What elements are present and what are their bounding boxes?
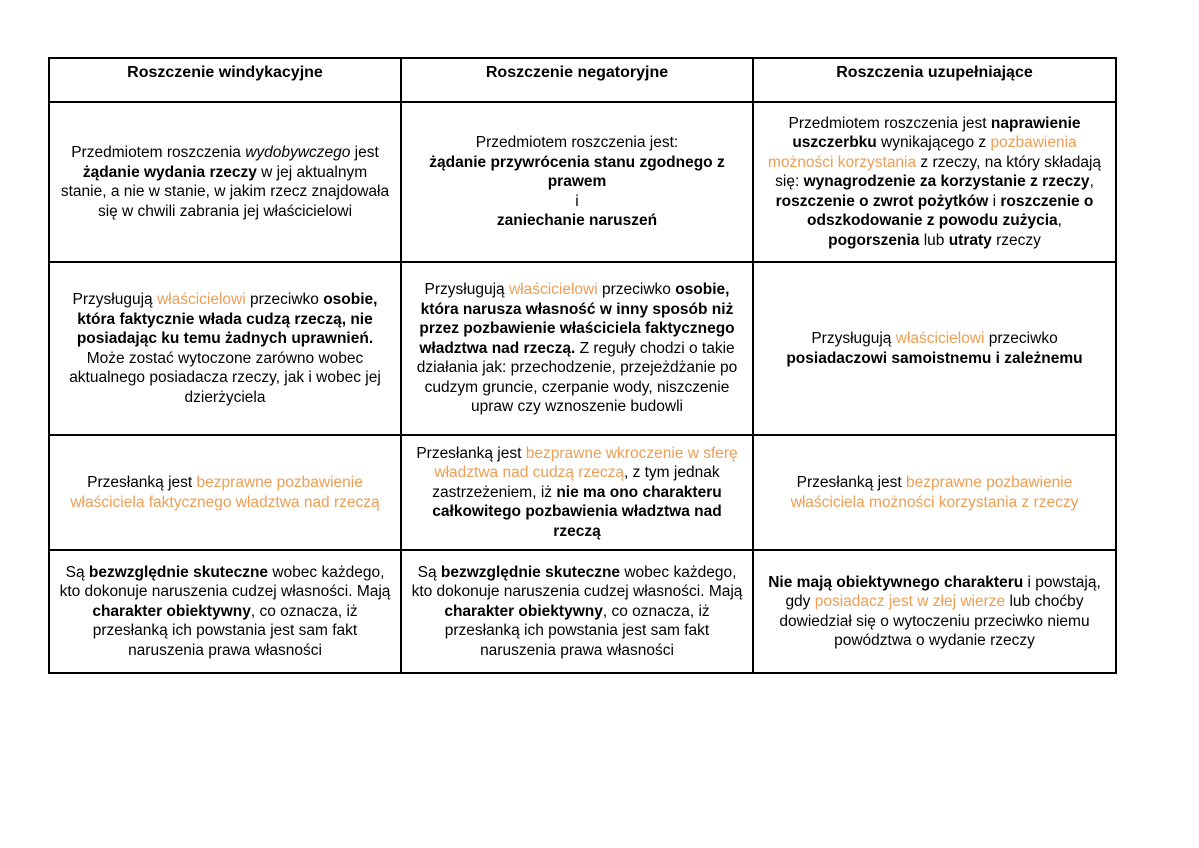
text-run: Są: [417, 563, 441, 581]
column-header-2: Roszczenie negatoryjne: [401, 58, 753, 102]
text-run: wynagrodzenie za korzystanie z rzeczy: [803, 173, 1090, 191]
text-run: zaniechanie naruszeń: [496, 212, 658, 230]
text-run: przeciwko: [984, 330, 1058, 347]
table-cell-r2-c1: [49, 262, 401, 435]
text-run: właścicielowi: [156, 291, 246, 308]
text-run: osobie, która faktycznie włada cudzą rzeczą, nie posiadając ku temu żadnych uprawnień.: [76, 291, 378, 347]
claims-table: [48, 57, 1117, 674]
text-run: Nie mają obiektywnego charakteru: [768, 573, 1024, 591]
text-run: naprawienie uszczerbku: [792, 114, 1081, 152]
column-header-1: Roszczenie windykacyjne: [49, 58, 401, 102]
text-run: Przedmiotem roszczenia jest: [788, 114, 991, 132]
text-run: Przesłanką jest: [796, 474, 907, 491]
text-run: bezwzględnie skuteczne: [88, 563, 269, 581]
text-run: wobec każdego, kto dokonuje naruszenia cudzej własności. Mają: [411, 563, 743, 601]
text-run: Przysługują: [424, 281, 509, 299]
text-run: bezprawne pozbawienie właściciela faktycznego władztwa nad rzeczą: [70, 474, 380, 511]
text-run: , co oznacza, iż przesłanką ich powstania jest sam fakt naruszenia prawa własności: [92, 602, 358, 659]
text-run: lub: [919, 231, 949, 249]
table-cell-r1-c2: [401, 102, 753, 262]
text-run: w jej aktualnym stanie, a nie w stanie, w jakim rzecz znajdowała się w chwili zabrania jej właścicielowi: [60, 163, 390, 220]
text-run: charakter obiektywny: [444, 602, 603, 620]
table-cell-r1-c3: [753, 102, 1116, 262]
text-run: i: [575, 192, 579, 210]
text-run: Może zostać wytoczone zarówno wobec aktualnego posiadacza rzeczy, jak i wobec jej dzierżyciela: [69, 349, 381, 406]
text-run: żądanie przywrócenia stanu zgodnego z prawem: [429, 153, 725, 191]
text-run: Przysługują: [72, 291, 157, 308]
table-cell-r4-c2: [401, 550, 753, 673]
table-row: [49, 550, 1116, 673]
table-cell-r4-c3: [753, 550, 1116, 673]
text-run: rzeczy: [991, 231, 1041, 249]
text-run: Przesłanką jest: [416, 444, 526, 462]
text-run: charakter obiektywny: [92, 602, 251, 620]
table-cell-r3-c1: [49, 435, 401, 550]
text-run: bezprawne wkroczenie w sferę władztwa nad cudzą rzeczą: [434, 444, 738, 482]
text-run: utraty: [948, 231, 992, 249]
column-header-3: Roszczenia uzupełniające: [753, 58, 1116, 102]
text-run: właścicielowi: [508, 281, 598, 299]
table-cell-r2-c2: [401, 262, 753, 435]
table-row: [49, 262, 1116, 435]
text-run: i powstają, gdy: [785, 573, 1101, 610]
table-row: [49, 435, 1116, 550]
table-cell-r3-c3: [753, 435, 1116, 550]
text-run: przeciwko: [245, 291, 324, 308]
table-cell-r3-c2: [401, 435, 753, 550]
text-run: żądanie wydania rzeczy: [82, 163, 257, 181]
text-run: posiadaczowi samoistnemu i zależnemu: [786, 349, 1083, 367]
text-run: wobec każdego, kto dokonuje naruszenia cudzej własności. Mają: [59, 563, 391, 601]
text-run: ,: [1089, 173, 1094, 191]
text-run: wynikającego z: [876, 134, 991, 152]
header-row: [49, 58, 1116, 102]
text-run: pogorszenia: [828, 231, 920, 249]
text-run: ,: [1057, 212, 1062, 230]
text-run: Przedmiotem roszczenia jest:: [475, 134, 679, 152]
text-run: pozbawienia możności korzystania: [767, 134, 1077, 171]
text-run: roszczenie o odszkodowanie z powodu zużycia: [807, 192, 1094, 230]
text-run: przeciwko: [597, 281, 676, 299]
text-run: jest: [350, 144, 379, 161]
text-run: z rzeczy, na który składają się:: [775, 153, 1102, 191]
text-run: posiadacz jest w złej wierze: [814, 593, 1006, 610]
text-run: Są: [65, 563, 89, 581]
text-run: bezwzględnie skuteczne: [440, 563, 621, 581]
table-cell-r4-c1: [49, 550, 401, 673]
text-run: , co oznacza, iż przesłanką ich powstania jest sam fakt naruszenia prawa własności: [444, 602, 710, 659]
text-run: roszczenie o zwrot pożytków: [775, 192, 989, 210]
text-run: Z reguły chodzi o takie działania jak: przechodzenie, przejeżdżanie po cudzym gruncie, czerpanie wody, niszczenie upraw czy wznoszenie budowli: [416, 339, 738, 416]
table-cell-r1-c1: [49, 102, 401, 262]
text-run: lub choćby dowiedział się o wytoczeniu przeciwko niemu powództwa o wydanie rzeczy: [779, 593, 1090, 649]
text-run: Przysługują: [811, 330, 896, 347]
text-run: , z tym jednak zastrzeżeniem, iż: [432, 464, 720, 501]
text-run: właścicielowi: [895, 330, 985, 347]
text-run: Przedmiotem roszczenia: [71, 144, 246, 161]
text-run: wydobywczego: [245, 144, 351, 161]
text-run: osobie, która narusza własność w inny sposób niż przez pozbawienie właściciela faktycznego władztwa nad rzeczą.: [419, 281, 735, 357]
text-run: bezprawne pozbawienie właściciela możności korzystania z rzeczy: [790, 474, 1079, 511]
text-run: Przesłanką jest: [87, 474, 197, 491]
text-run: nie ma ono charakteru całkowitego pozbawienia władztwa nad rzeczą: [432, 483, 722, 540]
table-cell-r2-c3: [753, 262, 1116, 435]
table-row: [49, 102, 1116, 262]
text-run: i: [988, 192, 1001, 210]
